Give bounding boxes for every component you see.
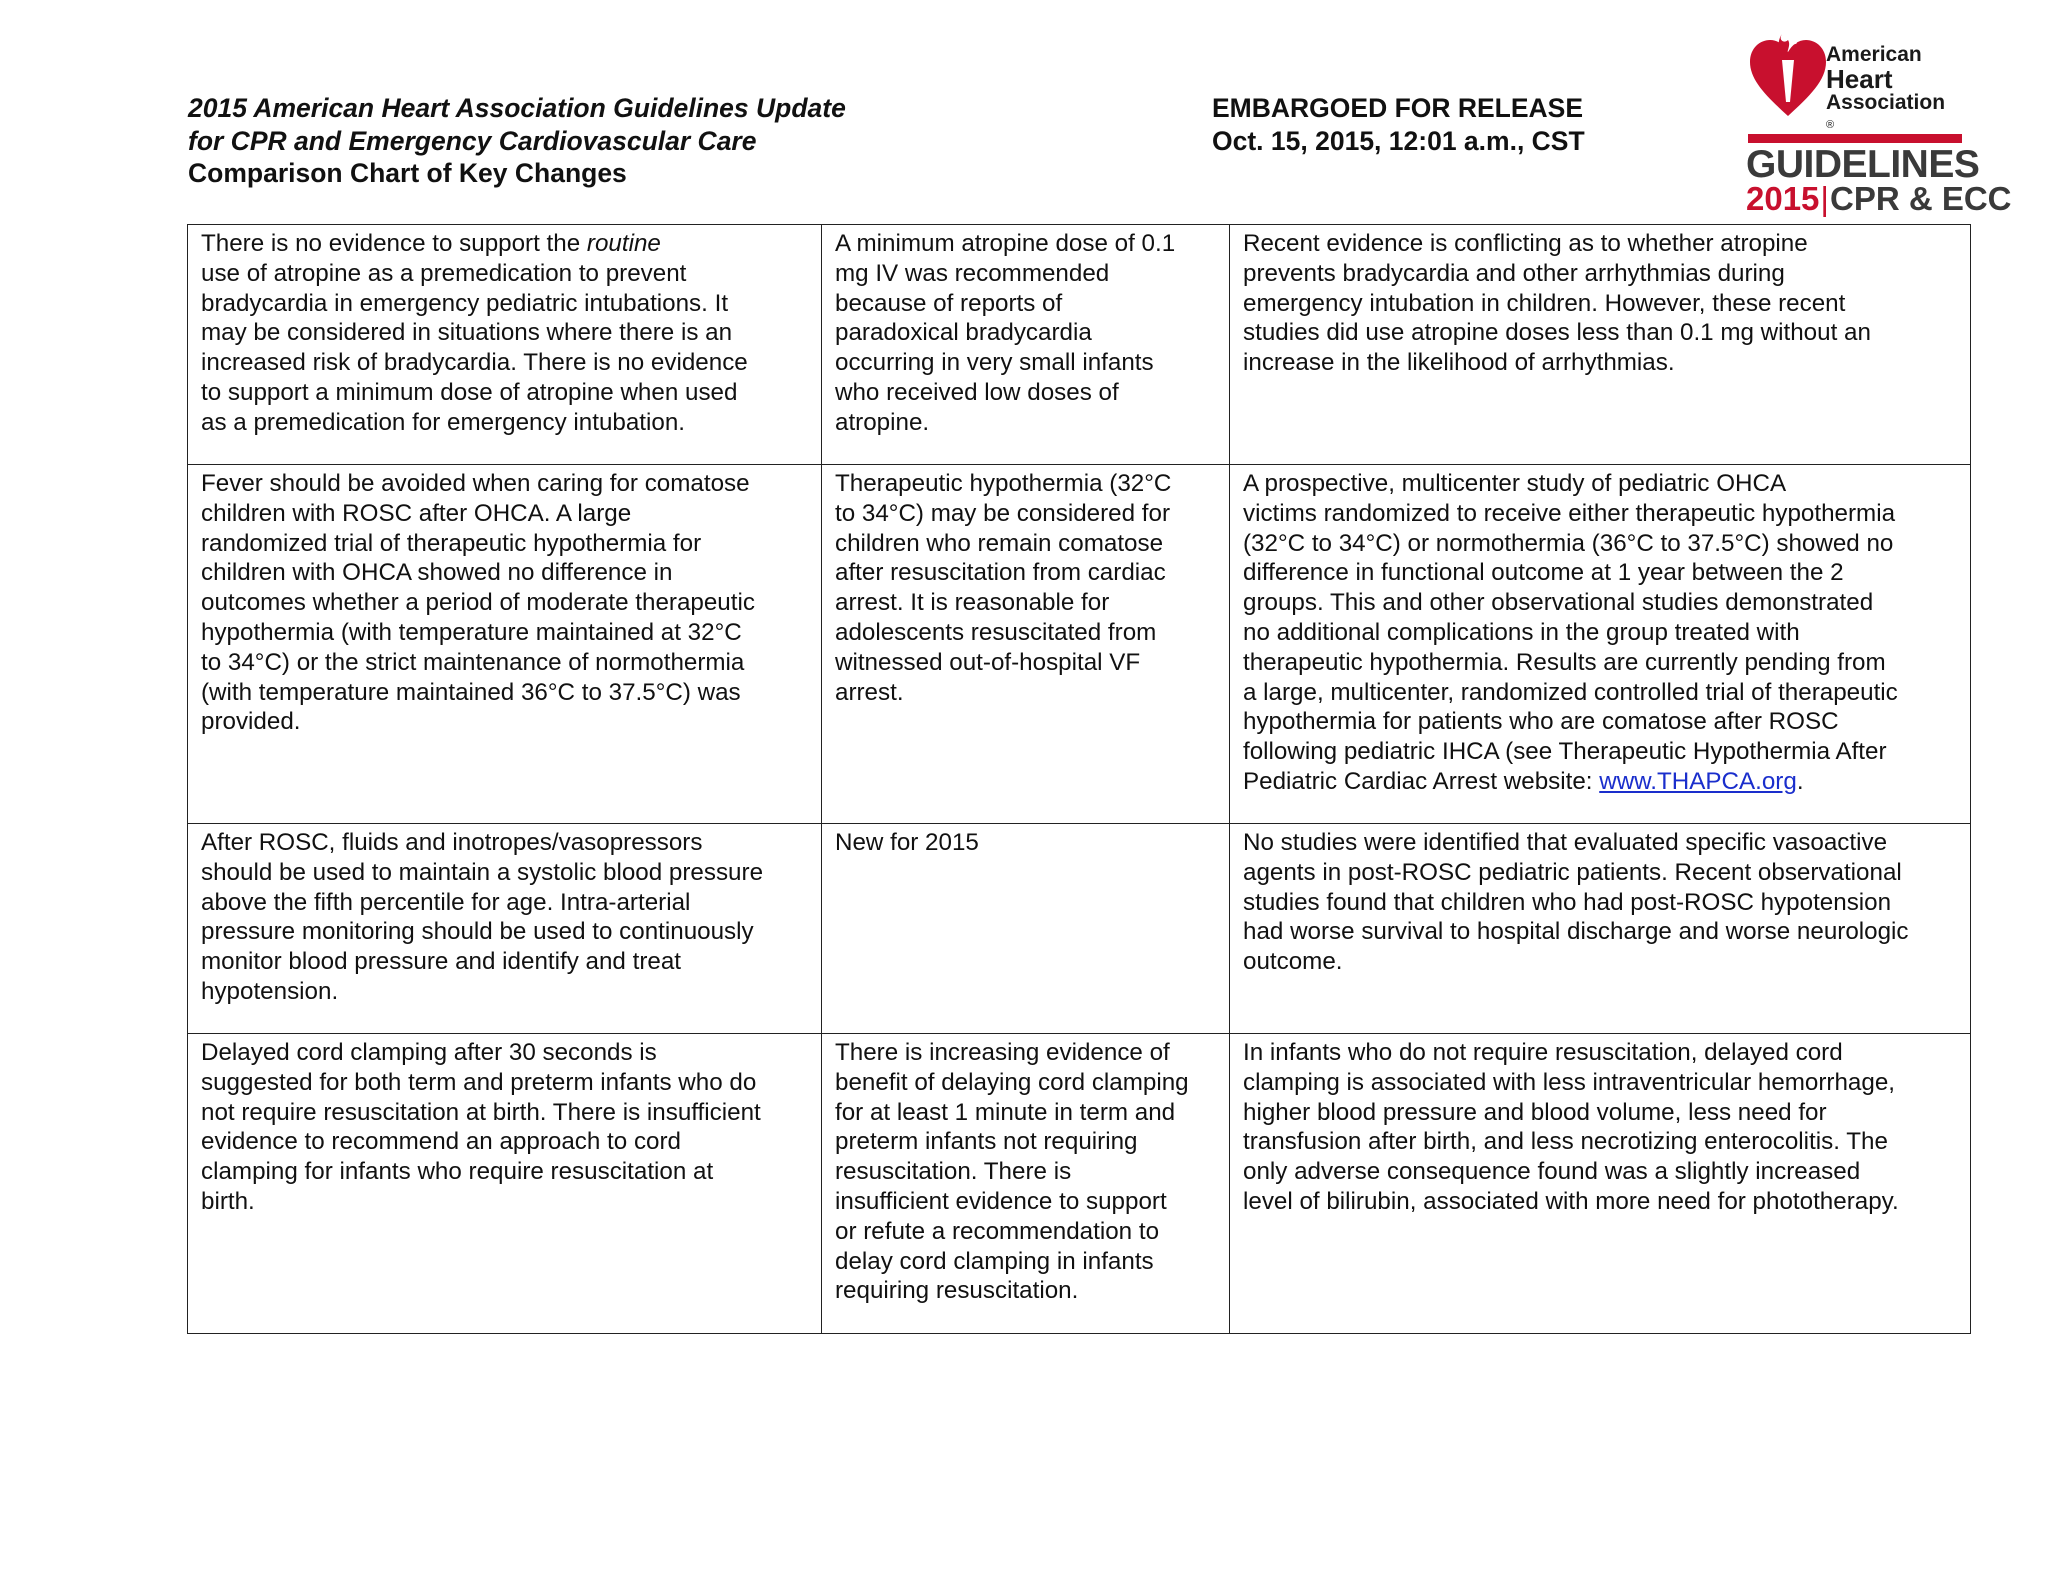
table-cell-2015 [188, 225, 822, 465]
guidelines-year: 2015 [1746, 180, 1820, 217]
table-cell-2015 [188, 1034, 822, 1334]
table-row [188, 225, 1971, 465]
document-title-block [188, 92, 846, 190]
cell-text: use of atropine as a premedication to prevent bradycardia in emergency pediatric intubations. It may be considered in situations where there is an increased risk of bradycardia. There is no evidence to support a minimum dose of atropine when used as a premedication for emergency intubation. [201, 259, 748, 436]
document-title-line-1: 2015 American Heart Association Guidelines Update [188, 93, 846, 123]
cell-text: A prospective, multicenter study of pediatric OHCA victims randomized to receive either therapeutic hypothermia (32°C to 34°C) or normothermia (36°C to 37.5°C) showed no difference in functional outcome at 1 year between the 2 groups. This and other observational studies demonstrated no additional complications in the group treated with therapeutic hypothermia. Results are currently pending from a large, multicenter, randomized controlled trial of therapeutic hypothermia for patients who are comatose after ROSC following pediatric IHCA (see Therapeutic Hypothermia After Pediatric Cardiac Arrest website: [1243, 470, 1898, 795]
cell-text: In infants who do not require resuscitation, delayed cord clamping is associated with less intraventricular hemorrhage, higher blood pressure and blood volume, less need for transfusion after birth, and less necrotizing enterocolitis. The only adverse consequence found was a slightly increased level of bilirubin, associated with more need for phototherapy. [1243, 1039, 1899, 1215]
cell-text: There is no evidence to support the [201, 230, 587, 257]
cell-emphasis: routine [586, 230, 661, 257]
organization-name [1826, 44, 1945, 136]
org-name-line-3: Association [1826, 91, 1946, 114]
guidelines-subline [1746, 180, 2012, 217]
cell-text: After ROSC, fluids and inotropes/vasopressors should be used to maintain a systolic blood pressure above the fifth percentile for age. Intra-arterial pressure monitoring should be used to continuously monitor blood pressure and identify and treat hypotension. [201, 829, 764, 1005]
document-subtitle: Comparison Chart of Key Changes [188, 158, 627, 188]
table-cell-why [1230, 1034, 1971, 1334]
table-cell-old [822, 225, 1230, 465]
org-name-line-1: American [1826, 43, 1922, 66]
guidelines-wordmark: GUIDELINES [1746, 143, 1980, 186]
document-title-line-2: for CPR and Emergency Cardiovascular Care [188, 125, 757, 156]
table-cell-old [822, 465, 1230, 824]
comparison-table [187, 224, 1971, 1334]
table-cell-old [822, 1034, 1230, 1334]
embargo-line-1: EMBARGOED FOR RELEASE [1212, 93, 1584, 123]
table-row [188, 465, 1971, 824]
cell-text: Recent evidence is conflicting as to whether atropine prevents bradycardia and other arrhythmias during emergency intubation in children. However, these recent studies did use atropine doses less than 0.1 mg without an increase in the likelihood of arrhythmias. [1243, 230, 1871, 377]
table-row [188, 824, 1971, 1034]
cell-text: Therapeutic hypothermia (32°C to 34°C) may be considered for children who remain comatose after resuscitation from cardiac arrest. It is reasonable for adolescents resuscitated from witnessed out-of-hospital VF arrest. [835, 470, 1172, 706]
guidelines-separator: | [1820, 180, 1829, 217]
heart-torch-icon [1748, 30, 1828, 120]
guidelines-topic: CPR & ECC [1830, 180, 2012, 217]
table-cell-why [1230, 465, 1971, 824]
embargo-notice [1212, 92, 1585, 157]
embargo-line-2: Oct. 15, 2015, 12:01 a.m., CST [1212, 125, 1585, 156]
cell-text: No studies were identified that evaluated specific vasoactive agents in post-ROSC pediatric patients. Recent observational studies found that children who had post-ROSC hypotension had worse survival to hospital discharge and worse neurologic outcome. [1243, 829, 1909, 976]
thapca-link[interactable]: www.THAPCA.org [1599, 767, 1797, 795]
org-name-line-2: Heart [1826, 64, 1893, 94]
table-cell-2015 [188, 465, 822, 824]
logo-divider-bar [1748, 134, 1962, 143]
registered-mark: ® [1826, 119, 1835, 131]
cell-text: Fever should be avoided when caring for comatose children with ROSC after OHCA. A large randomized trial of therapeutic hypothermia for children with OHCA showed no difference in outcomes whether a period of moderate therapeutic hypothermia (with temperature maintained at 32°C to 34°C) or the strict maintenance of normothermia (with temperature maintained 36°C to 37.5°C) was provided. [201, 470, 755, 736]
table-cell-why [1230, 824, 1971, 1034]
cell-text: There is increasing evidence of benefit of delaying cord clamping for at least 1 minute in term and preterm infants not requiring resuscitation. There is insufficient evidence to support or refute a recommendation to delay cord clamping in infants requiring resuscitation. [835, 1039, 1189, 1305]
cell-text: A minimum atropine dose of 0.1 mg IV was recommended because of reports of paradoxical bradycardia occurring in very small infants who received low doses of atropine. [835, 230, 1176, 436]
cell-text: . [1796, 767, 1804, 795]
cell-text: Delayed cord clamping after 30 seconds is suggested for both term and preterm infants who do not require resuscitation at birth. There is insufficient evidence to recommend an approach to cord clamping for infants who require resuscitation at birth. [201, 1039, 761, 1215]
table-cell-old [822, 824, 1230, 1034]
table-cell-why [1230, 225, 1971, 465]
cell-text: New for 2015 [835, 829, 979, 856]
table-row [188, 1034, 1971, 1334]
table-cell-2015 [188, 824, 822, 1034]
aha-guidelines-logo [1746, 30, 2012, 217]
